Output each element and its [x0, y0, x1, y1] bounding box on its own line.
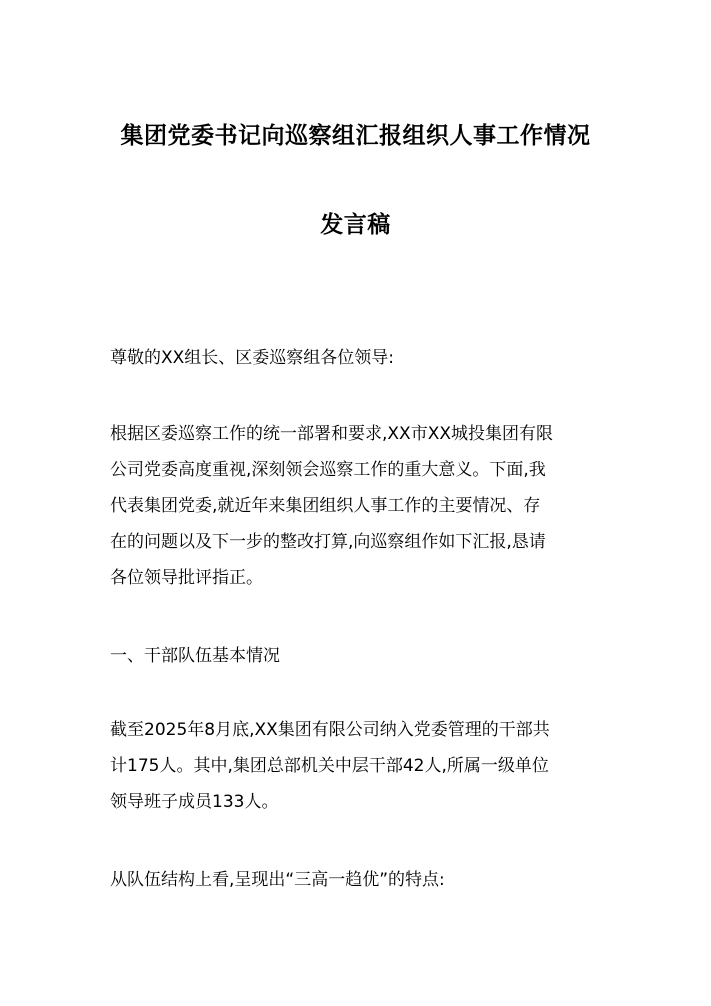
stats-line: 领导班子成员133人。	[110, 792, 279, 812]
section-heading-text: 一、干部队伍基本情况	[110, 646, 280, 666]
intro-paragraph	[110, 416, 605, 596]
stats-paragraph	[110, 712, 605, 820]
intro-line: 公司党委高度重视,深刻领会巡察工作的重大意义。下面,我	[110, 460, 546, 480]
intro-line: 根据区委巡察工作的统一部署和要求,XX市XX城投集团有限	[110, 424, 553, 444]
document-title-line2: 发言稿	[320, 212, 391, 238]
intro-line: 代表集团党委,就近年来集团组织人事工作的主要情况、存	[110, 496, 541, 516]
document-title-line1: 集团党委书记向巡察组汇报组织人事工作情况	[120, 123, 591, 149]
structure-paragraph	[110, 862, 605, 898]
salutation-paragraph	[110, 340, 605, 376]
intro-line: 在的问题以及下一步的整改打算,向巡察组作如下汇报,恳请	[110, 532, 546, 552]
stats-line: 截至2025年8月底,XX集团有限公司纳入党委管理的干部共	[110, 720, 550, 740]
section-heading	[110, 638, 605, 674]
structure-text: 从队伍结构上看,呈现出“三高一趋优”的特点:	[110, 870, 445, 890]
stats-line: 计175人。其中,集团总部机关中层干部42人,所属一级单位	[110, 756, 549, 776]
intro-line: 各位领导批评指正。	[110, 568, 263, 588]
salutation-text: 尊敬的XX组长、区委巡察组各位领导:	[110, 348, 395, 368]
